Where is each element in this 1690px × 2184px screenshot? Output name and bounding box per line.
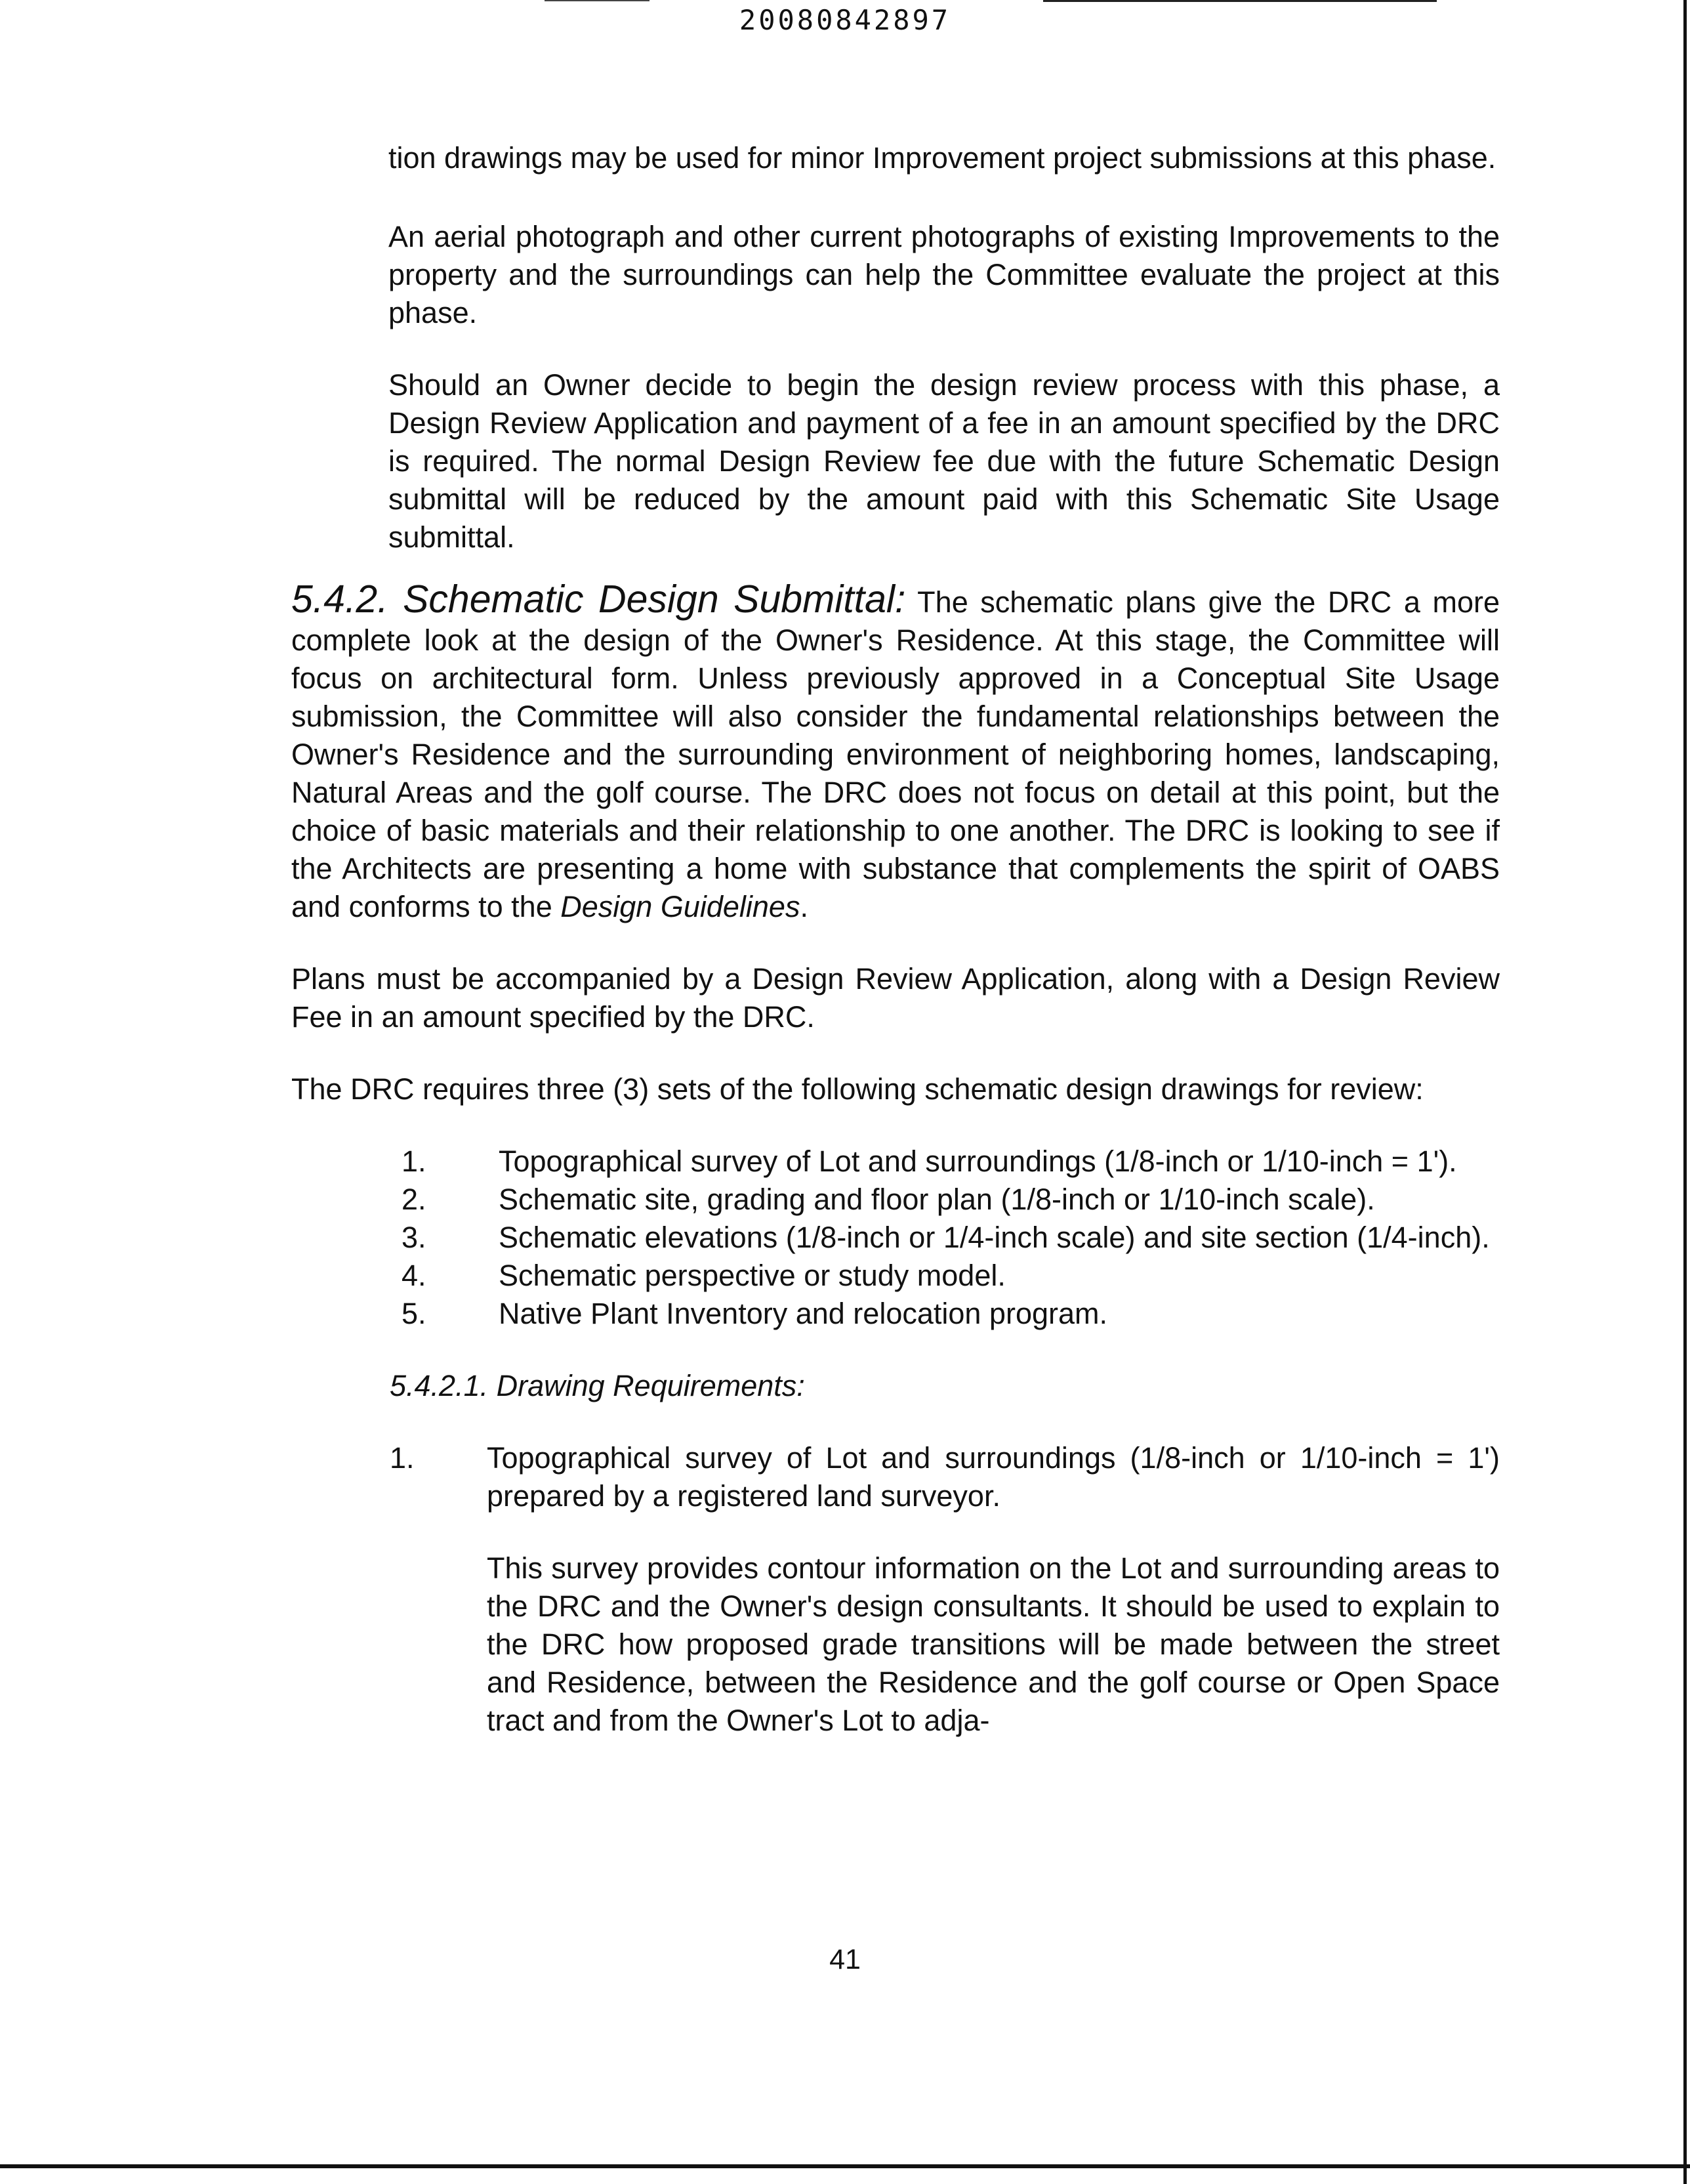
list-item-number: 3. <box>402 1221 426 1254</box>
paragraph-requires: The DRC requires three (3) sets of the following schematic design drawings for review: <box>291 1072 1424 1106</box>
list-item-text: Topographical survey of Lot and surroundings (1/8-inch or 1/10-inch = 1') prepared by a registered land surveyor. <box>487 1441 1500 1513</box>
drawings-list <box>402 1143 1500 1333</box>
section-heading: 5.4.2. Schematic Design Submittal: <box>291 578 906 621</box>
list-item-text: Native Plant Inventory and relocation program. <box>499 1297 1107 1330</box>
list-item <box>402 1143 1500 1181</box>
paragraph-aerial-photo: An aerial photograph and other current photographs of existing Improvements to the property and the surroundings can help the Committee evaluate the project at this phase. <box>388 220 1500 329</box>
list-item <box>402 1257 1500 1295</box>
design-guidelines-ref: Design Guidelines <box>560 890 800 923</box>
list-item-text: Schematic perspective or study model. <box>499 1259 1006 1292</box>
scan-artifact-rule <box>545 0 649 1</box>
list-item-number: 5. <box>402 1297 426 1330</box>
page-edge-bottom <box>0 2164 1690 2168</box>
list-item <box>402 1219 1500 1257</box>
requirements-list <box>390 1439 1500 1515</box>
page-content <box>291 139 1500 1740</box>
list-item-number: 2. <box>402 1183 426 1216</box>
list-item-text: Schematic elevations (1/8-inch or 1/4-inch scale) and site section (1/4-inch). <box>499 1221 1490 1254</box>
list-item-number: 1. <box>390 1441 415 1475</box>
list-item-text: Schematic site, grading and floor plan (1/8-inch or 1/10-inch scale). <box>499 1183 1375 1216</box>
document-id: 20080842897 <box>739 4 951 36</box>
section-body-end: . <box>800 890 808 923</box>
list-item <box>402 1181 1500 1219</box>
list-item-text: Topographical survey of Lot and surroundings (1/8-inch or 1/10-inch = 1'). <box>499 1144 1457 1178</box>
subsection-heading: 5.4.2.1. Drawing Requirements: <box>390 1369 805 1402</box>
list-item-number: 4. <box>402 1259 426 1292</box>
section-5-4-2-paragraph <box>291 580 1500 926</box>
section-body: The schematic plans give the DRC a more complete look at the design of the Owner's Residence. At this stage, the Committee will focus on architectural form. Unless previously approved in a Conceptual Site Usage submission, the Committee will also consider the fundamental relationships between the Owner's Residence and the surrounding environment of neighboring homes, landscaping, Natural Areas and the golf course. The DRC does not focus on detail at this point, but the choice of basic materials and their relationship to one another. The DRC is looking to see if the Architects are presenting a home with substance that complements the spirit of OABS and conforms to the <box>291 585 1500 923</box>
paragraph-continuation: tion drawings may be used for minor Improvement project submissions at this phase. <box>388 141 1496 175</box>
list-item-number: 1. <box>402 1144 426 1178</box>
list-item <box>390 1439 1500 1515</box>
survey-detail-paragraph: This survey provides contour information on the Lot and surrounding areas to the DRC and the Owner's design consultants. It should be used to explain to the DRC how proposed grade transitions will be made between the street and Residence, between the Residence and the golf course or Open Space tract and from the Owner's Lot to adja- <box>487 1551 1500 1737</box>
page-number: 41 <box>829 1944 861 1975</box>
list-item <box>402 1295 1500 1333</box>
paragraph-application: Plans must be accompanied by a Design Review Application, along with a Design Review Fee in an amount specified by the DRC. <box>291 962 1500 1034</box>
page-edge-right <box>1683 0 1687 2184</box>
paragraph-owner-fee: Should an Owner decide to begin the design review process with this phase, a Design Review Application and payment of a fee in an amount specified by the DRC is required. The normal Design Review fee due with the future Schematic Design submittal will be reduced by the amount paid with this Schematic Site Usage submittal. <box>388 368 1500 554</box>
header-rule <box>1043 0 1437 2</box>
